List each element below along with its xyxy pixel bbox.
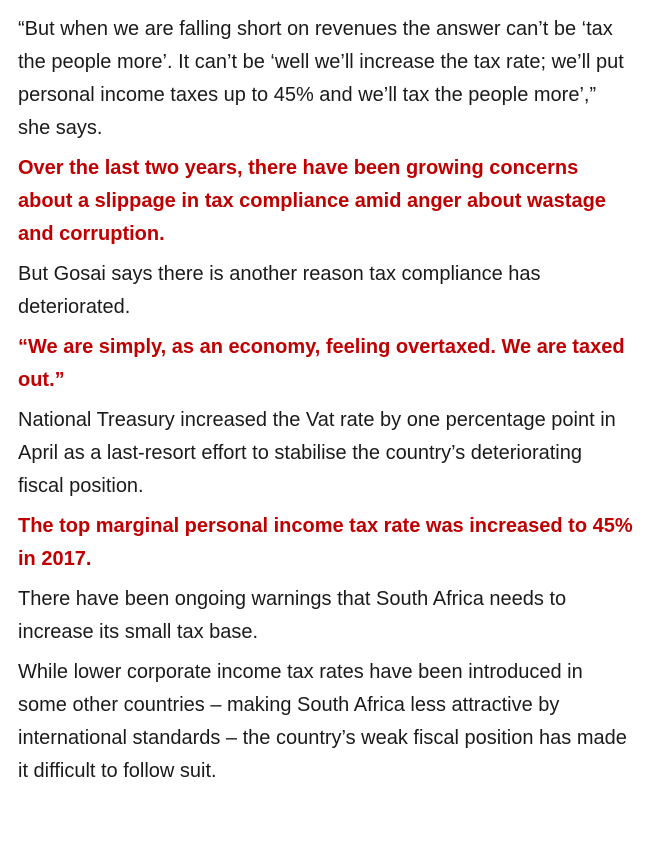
paragraph-corporate-tax-rates: While lower corporate income tax rates have been introduced in some other countries – making South Africa less attractive by international standards – the country’s weak fiscal position has made it difficult to follow suit.: [18, 661, 627, 782]
article-body: [18, 13, 633, 795]
paragraph-quote-revenues: “But when we are falling short on revenues the answer can’t be ‘tax the people more’. It can’t be ‘well we’ll increase the tax rate; we’ll put personal income taxes up to 45% and we’ll tax the people more’,” she says.: [18, 18, 624, 139]
paragraph-tax-compliance-concerns: Over the last two years, there have been growing concerns about a slippage in tax compliance amid anger about wastage and corruption.: [18, 157, 606, 245]
paragraph-quote-overtaxed: “We are simply, as an economy, feeling overtaxed. We are taxed out.”: [18, 336, 625, 391]
paragraph-top-marginal-rate: The top marginal personal income tax rate was increased to 45% in 2017.: [18, 515, 633, 570]
paragraph-gosai-reason: But Gosai says there is another reason tax compliance has deteriorated.: [18, 263, 541, 318]
paragraph-vat-increase: National Treasury increased the Vat rate by one percentage point in April as a last-resort effort to stabilise the country’s deteriorating fiscal position.: [18, 409, 616, 497]
paragraph-tax-base-warnings: There have been ongoing warnings that South Africa needs to increase its small tax base.: [18, 588, 567, 643]
